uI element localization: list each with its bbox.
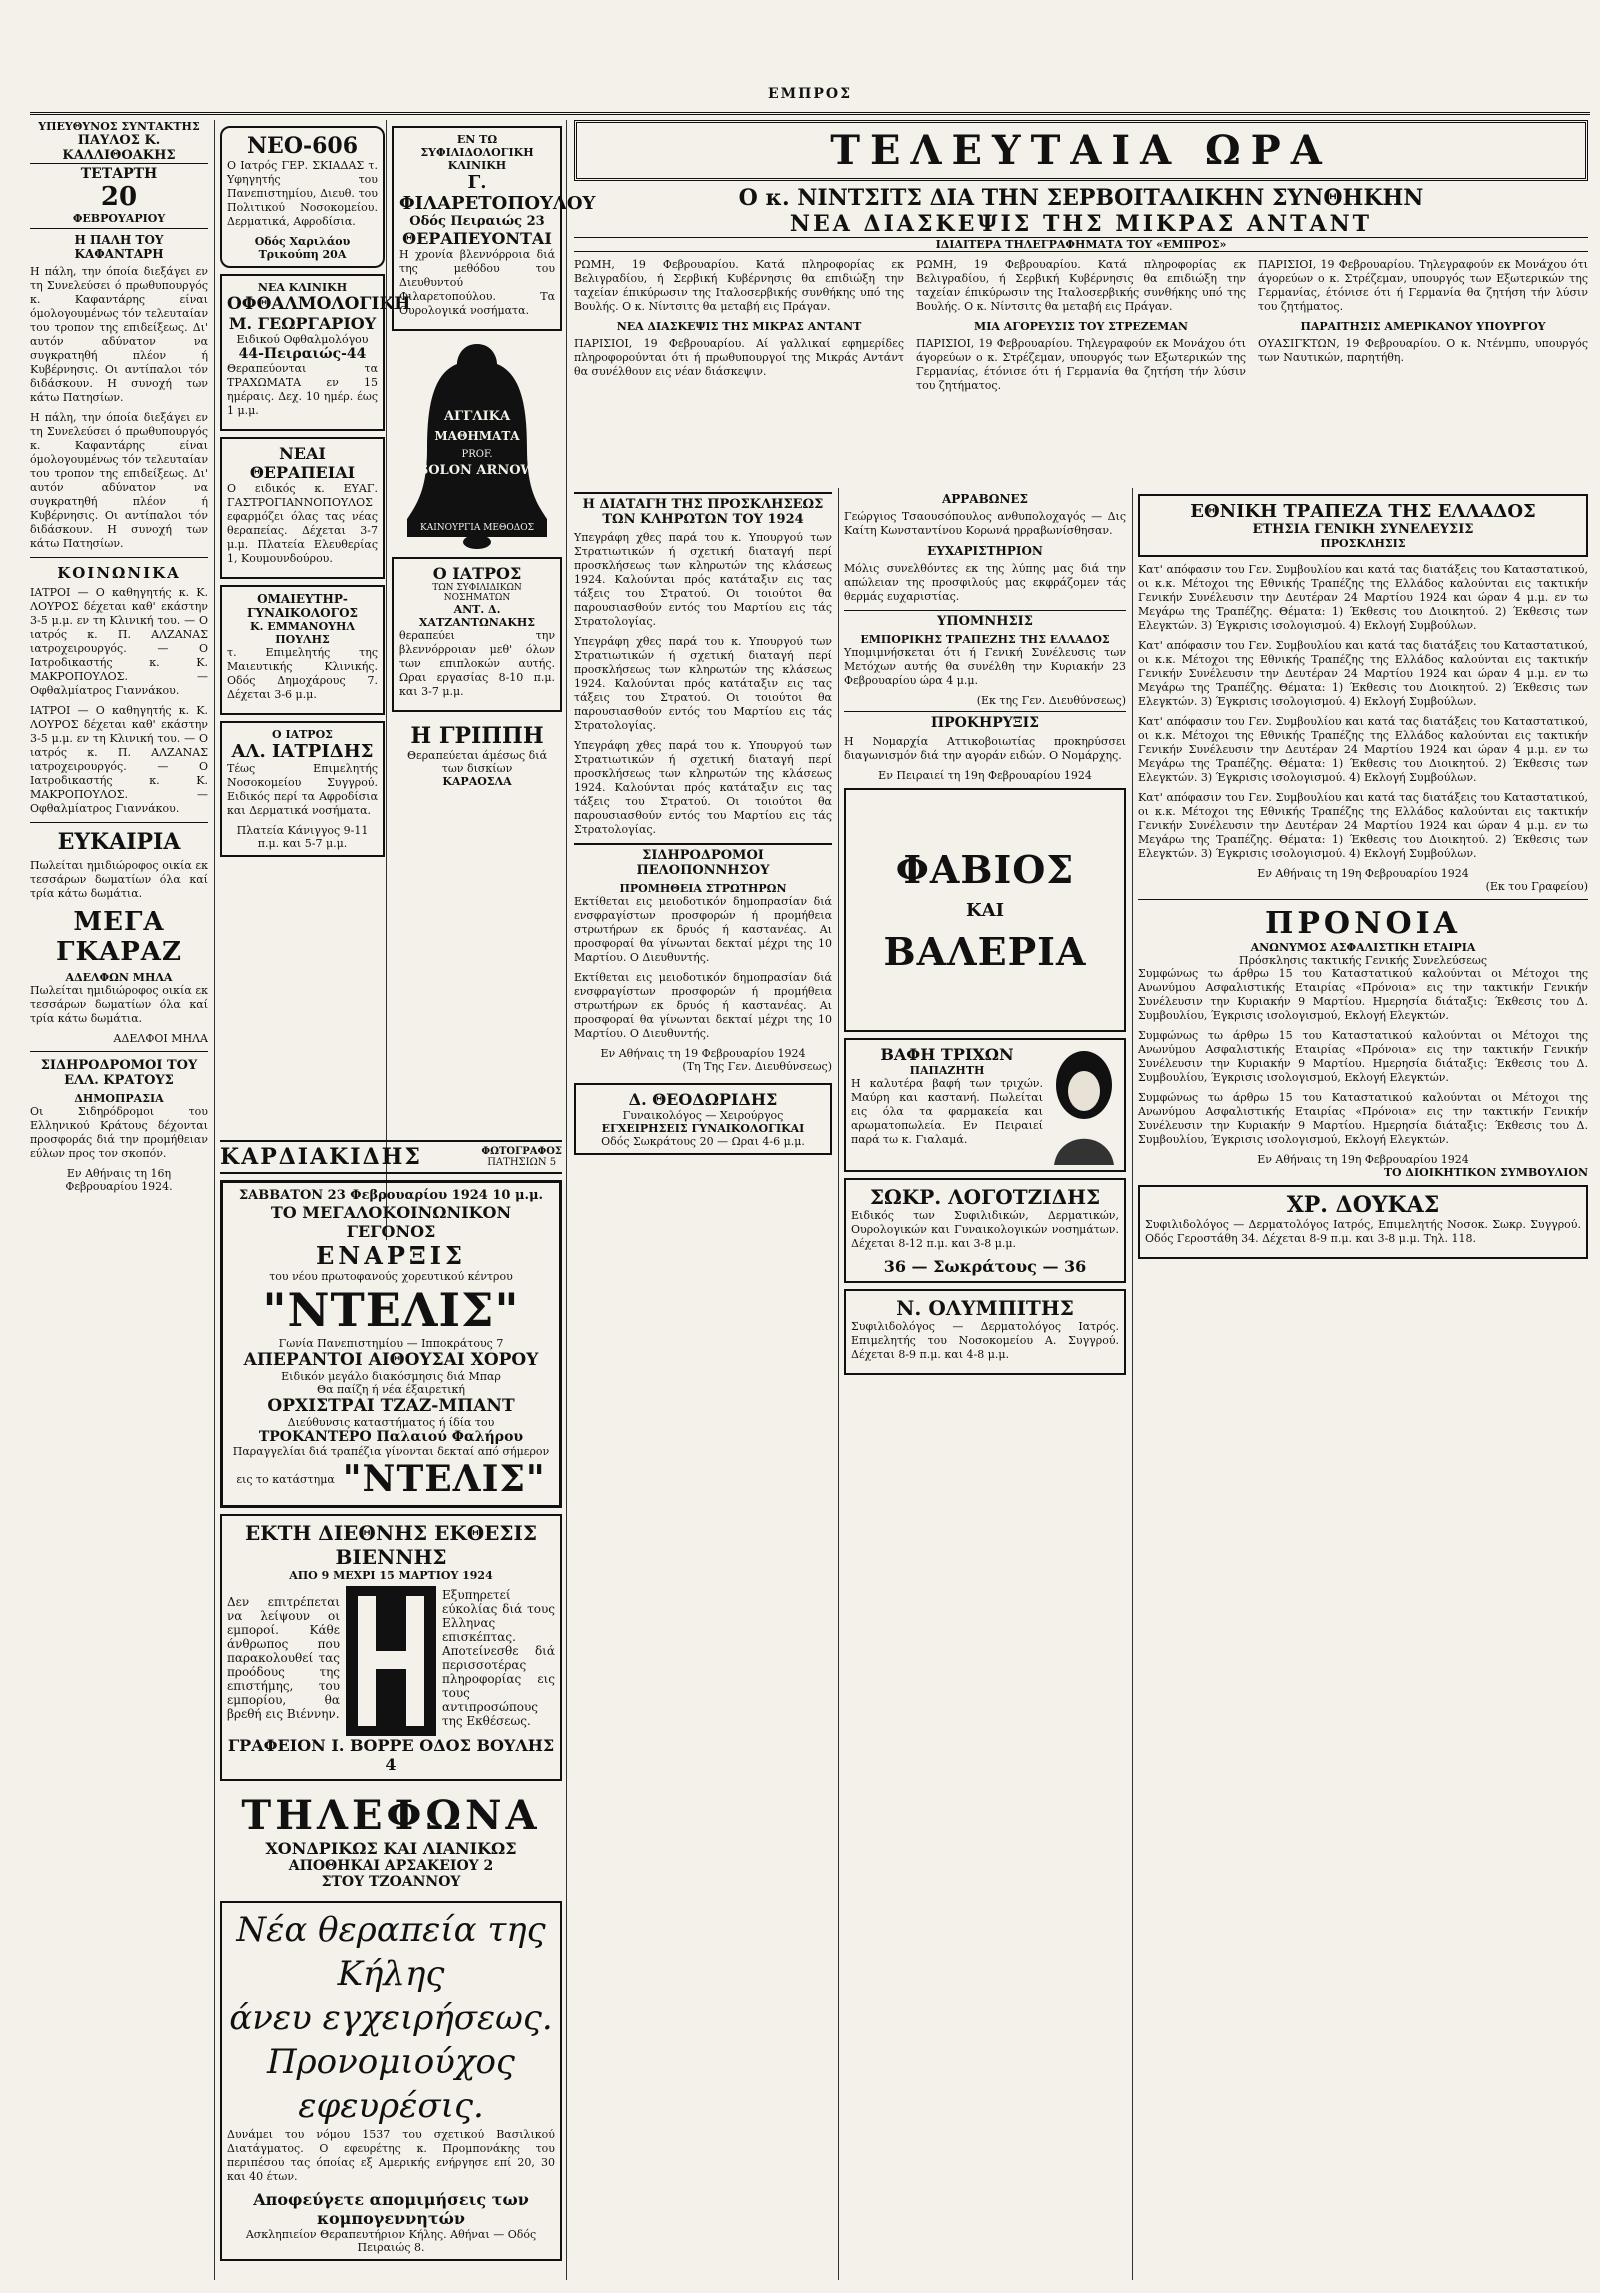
- dance-name-2: "ΝΤΕΛΙΣ": [342, 1458, 546, 1500]
- headline: ΤΕΛΕΥΤΑΙΑ ΩΡΑ: [574, 120, 1588, 181]
- divider: [30, 822, 208, 823]
- dance-opening: ΕΝΑΡΞΙΣ: [316, 1241, 466, 1270]
- garage-sign: ΑΔΕΛΦΟΙ ΜΗΛΑ: [113, 1032, 208, 1045]
- vienna-title: ΕΚΤΗ ΔΙΕΘΝΗΣ ΕΚΘΕΣΙΣ ΒΙΕΝΝΗΣ: [244, 1521, 538, 1569]
- ad-vienna-fair: [220, 1514, 562, 1781]
- ad-gyn-name: Κ. ΕΜΜΑΝΟΥΗΛ ΠΟΥΛΗΣ: [250, 620, 355, 646]
- hair-dye-text-wrap: [851, 1045, 1043, 1165]
- issue-date-number: 20: [100, 182, 138, 212]
- bank-reminder-sign: (Εκ της Γεν. Διευθύνσεως): [976, 694, 1126, 707]
- stresemann-title: ΜΙΑ ΑΓΟΡΕΥΣΙΣ ΤΟΥ ΣΤΡΕΖΕΜΑΝ: [974, 320, 1188, 333]
- decree-text: Η Νομαρχία Αττικοβοιωτίας προκηρύσσει διαγωνισμόν διά την αγοράν ειδών. Ο Νομάρχης.: [844, 735, 1126, 762]
- ad-logotzidis: [844, 1178, 1126, 1283]
- divider: [30, 557, 208, 558]
- cure-line-2: άνευ εγχειρήσεως.: [229, 1998, 553, 2038]
- doc2-name: Δ. ΘΕΟΔΩΡΙΔΗΣ: [628, 1090, 778, 1109]
- ad-flu-text: Θεραπεύεται άμέσως διά των δισκίων: [406, 749, 548, 775]
- ad-neo606-text: Ο Ιατρός ΓΕΡ. ΣΚΙΑΔΑΣ τ. Υφηγητής του Πανεπιστημίου, Διευθ. του Πολιτικού Νοσοκομείου. Δερματικά, Αφροδίσια.: [227, 159, 378, 228]
- social-text-cont: ΙΑΤΡΟΙ — Ο καθηγητής κ. Κ. ΛΟΥΡΟΣ δέχεται καθ' εκάστην 3-5 μ.μ. εν τη Κλινική του. — Ο ιατρός κ. Π. ΑΛΖΑΝΑΣ ιατροχειρουργός. — Ο Ιατροδικαστής κ. Κ. ΜΑΚΡΟΠΟΥΛΟΣ. — Οφθαλμίατρος Γιαννάκου.: [30, 704, 208, 815]
- doc1-name: ΣΩΚΡ. ΛΟΓΟΤΖΙΔΗΣ: [869, 1185, 1101, 1209]
- ad-iatridis-text: Τέως Επιμελητής Νοσοκομείου Συγγρού. Ειδικός περί τα Αφροδίσια και Δερματικά νοσήματα.: [227, 762, 378, 817]
- dance-lighting: Ειδικόν μεγάλο διακόσμησις διά Μπαρ: [281, 1370, 501, 1383]
- doc2-spec: Γυναικολόγος — Χειρούργος: [622, 1109, 784, 1122]
- phone-sub: ΧΟΝΔΡΙΚΩΣ ΚΑΙ ΛΙΑΝΙΚΩΣ: [265, 1839, 517, 1858]
- thanks-title: ΕΥΧΑΡΙΣΤΗΡΙΟΝ: [927, 544, 1043, 558]
- cure-text: Δυνάμει του νόμου 1537 του σχετικού Βασιλικού Διατάγματος. Ο εφευρέτης κ. Προμπονάκης του περιπέσου τας όποίας εξ Αμερικής ενήργησε επί 20, 30 και 40 έτων.: [227, 2128, 555, 2183]
- pronoia-sub2: Πρόσκλησις τακτικής Γενικής Συνελεύσεως: [1238, 954, 1487, 967]
- hair-dye-text: Η καλυτέρα βαφή των τριχών. Μαύρη και καστανή. Πωλείται εις όλα τα φαρμακεία και αρωματοπωλεία. Εν Πειραιεί παρά τω κ. Γιαλαμά.: [851, 1077, 1043, 1146]
- editor-label: ΥΠΕΥΘΥΝΟΣ ΣΥΝΤΑΚΤΗΣ: [38, 120, 200, 133]
- dance-footer: [228, 1458, 554, 1500]
- telegram-col-1: [574, 258, 904, 399]
- pronoia-text-cont-2: Συμφώνως τω άρθρω 15 του Καταστατικού καλούνται οι Μέτοχοι της Ανωνύμου Ασφαλιστικής Εταιρίας «Πρόνοια» εις την τακτικήν Γενικήν Συνέλευσιν την Κυριακήν 9 Μαρτίου. Ημερησία διάταξις: Έκθεσις του Δ. Συμβουλίου, Έγκρισις ισολογισμού, Εκλογή Ελεγκτών.: [1138, 1091, 1588, 1146]
- ad-fil-title: Γ. ΦΙΛΑΡΕΤΟΠΟΥΛΟΥ: [399, 172, 596, 214]
- doc3-name: Ν. ΟΛΥΜΠΙΤΗΣ: [896, 1296, 1074, 1320]
- telegram-col-3: [1258, 258, 1588, 399]
- paper-name: ΕΜΠΡΟΣ: [767, 86, 853, 102]
- dance-date: ΣΑΒΒΑΤΟΝ 23 Φεβρουαρίου 1924 10 μ.μ.: [238, 1188, 544, 1203]
- vienna-left: Δεν επιτρέπεται να λείψουν οι εμποροί. Κάθε άνθρωπος που παρακολουθεί τας προόδους της επιστήμης, του εμπορίου, θα βρεθή εις Βιέννην.: [227, 1595, 340, 1721]
- bank-reminder-text: Υπομιμνήσκεται ότι ή Γενική Συνέλευσις των Μετόχων αυτής θα συνέλθη την Κυριακήν 23 Φεβρουαρίου ώρα 4 μ.μ.: [844, 646, 1126, 687]
- ad-fil-text: Η χρονία βλεννόρροια διά της μεθόδου του Διευθυντού Φιλαρετοπούλου. Τα Ουρολογικά νοσήματα.: [399, 248, 555, 317]
- phone-store: ΑΠΟΘΗΚΑΙ ΑΡΣΑΚΕΙΟΥ 2: [288, 1858, 494, 1874]
- nb-text: Κατ' απόφασιν του Γεν. Συμβουλίου και κατά τας διατάξεις του Καταστατικού, οι κ.κ. Μέτοχοι της Εθνικής Τραπέζης της Ελλάδος καλούνται εις τακτικήν Γενικήν Συνέλευσιν την Δευτέραν 24 Μαρτίου 1924 και ώραν 4 μ.μ. εν τω Μεγάρω της Τραπέζης. Θέματα: 1) Έκθεσις του Διοικητού. 2) Έκθεσις των Ελεγκτών. 3) Έγκρισις ισολογισμού. 4) Εκλογή Συμβούλων.: [1138, 563, 1588, 632]
- ad-flu-title: Η ΓΡΙΠΠΗ: [410, 723, 544, 749]
- decree-date: Εν Πειραιεί τη 19η Φεβρουαρίου 1924: [878, 769, 1092, 782]
- rome-text-cont: ΡΩΜΗ, 19 Φεβρουαρίου. Κατά πληροφορίας εκ Βελιγραδίου, ή Σερβική Κυβέρνησις θα επιδιώξη την ταχείαν έπικύρωσιν της Ιταλοσερβικής συνθήκης υπό της Βουλής. Ο κ. Νίντσιτς θα μεταβή εις Πράγαν.: [916, 258, 1246, 313]
- telegram-label: ΙΔΙΑΙΤΕΡΑ ΤΗΛΕΓΡΑΦΗΜΑΤΑ ΤΟΥ «ΕΜΠΡΟΣ»: [574, 237, 1588, 252]
- dance-event: ΤΟ ΜΕΓΑΛΟΚΟΙΝΩΝΙΚΟΝ ΓΕΓΟΝΟΣ: [270, 1203, 512, 1241]
- garage-subtitle: ΑΔΕΛΦΩΝ ΜΗΛΑ: [65, 971, 173, 984]
- photo-banner: [220, 1140, 562, 1174]
- pronoia-title: ΠΡΟΝΟΙΑ: [1265, 906, 1461, 941]
- ad-new-cures-text: Ο ειδικός κ. ΕΥΑΓ. ΓΑΣΤΡΟΓΙΑΝΝΟΠΟΥΛΟΣ εφαρμόζει όλας τας νέας θεραπείας. Δέχεται 3-7 μ.μ. Πλατεία Ελευθερίας 1, Κουμουνδούρου.: [227, 482, 378, 565]
- dance-orchestra: ΟΡΧΙΣΤΡΑΙ ΤΖΑΖ-ΜΠΑΝΤ: [267, 1396, 515, 1416]
- mini-entente-title: ΝΕΑ ΔΙΑΣΚΕΨΙΣ ΤΗΣ ΜΙΚΡΑΣ ΑΝΤΑΝΤ: [616, 320, 862, 333]
- ad-chatz-title: Ο ΙΑΤΡΟΣ: [432, 564, 522, 583]
- column-rule: [214, 120, 215, 2280]
- bell-name: SOLON ARNOW: [418, 463, 536, 478]
- ad-fil-address: Οδός Πειραιώς 23: [409, 214, 545, 229]
- subheadline-1: Ο κ. ΝΙΝΤΣΙΤΣ ΔΙΑ ΤΗΝ ΣΕΡΒΟΙΤΑΛΙΚΗΝ ΣΥΝΘΗΚΗΝ: [738, 185, 1424, 211]
- column-6: [1138, 488, 1588, 2280]
- ad-hair-dye: [844, 1038, 1126, 1172]
- call-text: Υπεγράφη χθες παρά του κ. Υπουργού των Στρατιωτικών ή σχετική διαταγή περί προσκλήσεως των κληρωτών της κλάσεως 1924. Καλούνται πρός κατάταξιν εις τας τάξεις του Στρατού. Οι τοιούτοι θα παρουσιασθούν εντός του Μαρτίου εις τάς Στρατολογίας.: [574, 531, 832, 628]
- vienna-office: ΓΡΑΦΕΙΟΝ Ι. ΒΟΡΡΕ ΟΔΟΣ ΒΟΥΛΗΣ 4: [227, 1736, 555, 1774]
- ad-eye-text: Θεραπεύονται τα ΤΡΑΧΩΜΑΤΑ εν 15 ημέραις. Δεχ. 10 ημέρ. έως 1 μ.μ.: [227, 362, 378, 417]
- center-ads: [220, 1140, 562, 2280]
- doc1-address: 36 — Σωκράτους — 36: [883, 1257, 1087, 1276]
- article-text-cont: Η πάλη, την όποία διεξάγει εν τη Συνελεύσει ό πρωθυπουργός κ. Καφαντάρης είναι όμολογουμένως τόν τελευταίαν του τροπον της επιδείξεως. Δι' αυτόν αδύνατον να συγκρατηθή πλέον ή Κυβέρνησις. Οι αντίπαλοι τόν διδάσκουν. Η συνοχή των κάτω Πατησίων.: [30, 411, 209, 550]
- rail2-date: Εν Αθήναις τη 19 Φεβρουαρίου 1924: [600, 1047, 806, 1060]
- film-title-1: ΦΑΒΙΟΣ: [895, 846, 1075, 892]
- rail-subtitle: ΔΗΜΟΠΡΑΣΙΑ: [74, 1092, 164, 1105]
- bell-icon: [402, 339, 552, 549]
- ad-neo606-title: ΝΕΟ-606: [246, 133, 359, 159]
- ad-iatridis-address: Πλατεία Κάνιγγος 9-11 π.μ. και 5-7 μ.μ.: [236, 824, 369, 850]
- bell-mid: ΜΑΘΗΜΑΤΑ: [434, 429, 520, 443]
- telegram-col-2: [916, 258, 1246, 399]
- column-5: [844, 488, 1126, 2280]
- editor-name: ΠΑΥΛΟΣ Κ. ΚΑΛΛΙΘΟΑΚΗΣ: [30, 133, 208, 164]
- ad-flu: [392, 718, 562, 793]
- garage-title: ΜΕΓΑ ΓΚΑΡΑΖ: [56, 907, 182, 967]
- column-1: [30, 120, 208, 2280]
- nb-sub2: ΠΡΟΣΚΛΗΣΙΣ: [1320, 537, 1406, 550]
- ad-iatridis-name: ΑΛ. ΙΑΤΡΙΔΗΣ: [231, 741, 374, 762]
- film-title-2: ΚΑΙ: [965, 899, 1005, 921]
- ad-gynecologist: [220, 585, 385, 715]
- cure-line-3: Προνομιούχος εφευρέσις.: [267, 2042, 515, 2126]
- photo-label: ΦΩΤΟΓΡΑΦΟΣ: [481, 1146, 562, 1157]
- doc2-sub: ΕΓΧΕΙΡΗΣΕΙΣ ΓΥΝΑΙΚΟΛΟΓΙΚΑΙ: [601, 1122, 805, 1135]
- ad-neo606-address: Οδός Χαριλάου Τρικούπη 20Α: [254, 235, 351, 261]
- column-4: [574, 488, 832, 2280]
- bank-reminder-sub: ΕΜΠΟΡΙΚΗΣ ΤΡΑΠΕΖΗΣ ΤΗΣ ΕΛΛΑΔΟΣ: [860, 633, 1110, 646]
- dance-tables: Παραγγελίαι διά τραπέζια γίνονται δεκταί από σήμερον: [232, 1445, 550, 1458]
- ad-gyn-title: ΟΜΑΙΕΥΤΗΡ-ΓΥΝΑΙΚΟΛΟΓΟΣ: [246, 592, 359, 620]
- doc1-text: Ειδικός των Συφιλιδικών, Δερματικών, Ουρολογικών και Γυναικολογικών νοσημάτων. Δέχεται 8-12 π.μ. και 3-8 μ.μ.: [851, 1209, 1119, 1250]
- dance-name: "ΝΤΕΛΙΣ": [262, 1283, 520, 1337]
- photo-label-wrap: [481, 1146, 562, 1168]
- nb-sub: ΕΤΗΣΙΑ ΓΕΝΙΚΗ ΣΥΝΕΛΕΥΣΙΣ: [1252, 522, 1474, 537]
- rail2-title: ΣΙΔΗΡΟΔΡΟΜΟΙ ΠΕΛΟΠΟΝΝΗΣΟΥ: [574, 843, 832, 878]
- ad-chatz-name: ΑΝΤ. Δ. ΧΑΤΖΑΝΤΩΝΑΚΗΣ: [418, 603, 536, 629]
- cure-address: Ασκληπιείον Θεραπευτήριον Κήλης. Αθήναι — Οδός Πειραιώς 8.: [245, 2228, 537, 2254]
- hair-dye-title: ΒΑΦΗ ΤΡΙΧΩΝ: [880, 1045, 1014, 1064]
- national-bank-notice: [1138, 494, 1588, 557]
- rail2-sub: ΠΡΟΜΗΘΕΙΑ ΣΤΡΩΤΗΡΩΝ: [619, 882, 787, 895]
- pronoia-sign: ΤΟ ΔΙΟΙΚΗΤΙΚΟΝ ΣΥΜΒΟΥΛΙΟΝ: [1383, 1166, 1588, 1179]
- subheadline-2: ΝΕΑ ΔΙΑΣΚΕΨΙΣ ΤΗΣ ΜΙΚΡΑΣ ΑΝΤΑΝΤ: [789, 211, 1373, 237]
- hair-dye-body: [851, 1045, 1119, 1165]
- issue-day: ΤΕΤΑΡΤΗ: [80, 166, 158, 182]
- rail-title: ΣΙΔΗΡΟΔΡΟΜΟΙ ΤΟΥ ΕΛΛ. ΚΡΑΤΟΥΣ: [40, 1058, 198, 1088]
- divider: [1138, 899, 1588, 900]
- dance-of: του νέου πρωτοφανούς χορευτικού κέντρου: [269, 1270, 513, 1283]
- bell-prof: PROF.: [461, 449, 493, 460]
- vienna-dates: ΑΠΟ 9 ΜΕΧΡΙ 15 ΜΑΡΤΙΟΥ 1924: [289, 1569, 493, 1582]
- section-social: ΚΟΙΝΩΝΙΚΑ: [57, 564, 181, 582]
- nb-text-cont-2: Κατ' απόφασιν του Γεν. Συμβουλίου και κατά τας διατάξεις του Καταστατικού, οι κ.κ. Μέτοχοι της Εθνικής Τραπέζης της Ελλάδος καλούνται εις τακτικήν Γενικήν Συνέλευσιν την Δευτέραν 24 Μαρτίου 1924 και ώραν 4 μ.μ. εν τω Μεγάρω της Τραπέζης. Θέματα: 1) Έκθεσις του Διοικητού. 2) Έκθεσις των Ελεγκτών. 3) Έγκρισις ισολογισμού. 4) Εκλογή Συμβούλων.: [1138, 715, 1588, 784]
- ad-eye-title: ΟΦΘΑΛΜΟΛΟΓΙΚΗ: [227, 294, 411, 314]
- column-rule: [838, 488, 839, 2280]
- column-rule: [1132, 488, 1133, 2280]
- dance-halls: ΑΠΕΡΑΝΤΟΙ ΑΙΘΟΥΣΑΙ ΧΟΡΟΥ: [243, 1350, 539, 1370]
- nb-date: Εν Αθήναις τη 19η Φεβρουαρίου 1924: [1257, 867, 1469, 880]
- ad-neo606: [220, 126, 385, 268]
- english-lessons-bell: [402, 339, 552, 549]
- section-deals: ΕΥΚΑΙΡΙΑ: [57, 829, 181, 855]
- vienna-body: [227, 1586, 555, 1736]
- last-hour-section: [574, 120, 1588, 480]
- ad-doukas: [1138, 1185, 1588, 1259]
- bell-top: ΑΓΓΛΙΚΑ: [443, 409, 511, 424]
- ad-eye-spec: Ειδικού Οφθαλμολόγου: [236, 333, 369, 346]
- vienna-right: Εξυπηρετεί εύκολίας διά τους Ελληνας επισκέπτας. Αποτείνεσθε διά περισσοτέρας πληροφορίας εις τους αντιπροσώπους της Εκθέσεως.: [442, 1588, 555, 1728]
- social-text: ΙΑΤΡΟΙ — Ο καθηγητής κ. Κ. ΛΟΥΡΟΣ δέχεται καθ' εκάστην 3-5 μ.μ. εν τη Κλινική του. — Ο ιατρός κ. Π. ΑΛΖΑΝΑΣ ιατροχειρουργός. — Ο Ιατροδικαστής κ. Κ. ΜΑΚΡΟΠΟΥΛΟΣ. — Οφθαλμίατρος Γιαννάκου.: [30, 586, 208, 697]
- rail-text: Οι Σιδηρόδρομοι του Ελληνικού Κράτους δέχονται προσφοράς διά την προμήθειαν εύλων προς τον σκοπόν.: [30, 1105, 208, 1160]
- dance-orch-pre: Θα παίζη ή νέα έξαιρετική: [317, 1383, 465, 1396]
- film-title-3: ΒΑΛΕΡΙΑ: [883, 928, 1087, 974]
- telegram-columns: [574, 258, 1588, 399]
- divider: [30, 1051, 208, 1052]
- call-title: Η ΔΙΑΤΑΓΗ ΤΗΣ ΠΡΟΣΚΛΗΣΕΩΣ ΤΩΝ ΚΛΗΡΩΤΩΝ ΤΟΥ 1924: [574, 492, 832, 527]
- dance-corner: Γωνία Πανεπιστημίου — Ιπποκράτους 7: [278, 1337, 504, 1350]
- ad-delis-dance: [220, 1180, 562, 1508]
- doukas-text: Συφιλιδολόγος — Δερματολόγος Ιατρός, Επιμελητής Νοσοκ. Σωκρ. Συγγρού. Οδός Γεροστάθη 34. Δέχεται 8-9 π.μ. και 3-8 μ.μ. Τηλ. 118.: [1145, 1218, 1581, 1245]
- dance-trocadero: ΤΡΟΚΑΝΤΕΡΟ Παλαιού Φαλήρου: [258, 1429, 524, 1445]
- rail2-text-cont: Εκτίθεται εις μειοδοτικόν δημοπρασίαν διά ενσφραγίστων προσφορών ή προμήθεια στρωτήρων εκ δρυός ή καστανέας. Αι προσφοραί θα γίνωνται δεκταί μέχρι της 10 Μαρτίου. Ο Διευθυντής.: [574, 971, 832, 1040]
- article-title: Η ΠΑΛΗ ΤΟΥ ΚΑΦΑΝΤΑΡΗ: [74, 233, 164, 261]
- mini-entente-text: ΠΑΡΙΣΙΟΙ, 19 Φεβρουαρίου. Αί γαλλικαί εφημερίδες πληροφορούνται ότι ή πρωθυπουργοί της Μικράς Αντάντ θα συνέλθουν εις νέαν διάσκεψιν.: [574, 337, 904, 378]
- ad-iatridis-title: Ο ΙΑΤΡΟΣ: [272, 728, 333, 741]
- cure-line-1: Νέα θεραπεία της Κήλης: [236, 1910, 546, 1994]
- ad-telephones: [220, 1787, 562, 1895]
- ad-theodoridis: [574, 1083, 832, 1155]
- ad-gyn-text: τ. Επιμελητής της Μαιευτικής Κλινικής. Οδός Δημοχάρους 7. Δέχεται 3-6 μ.μ.: [227, 646, 378, 701]
- bank-reminder-title: ΥΠΟΜΝΗΣΙΣ: [844, 610, 1126, 629]
- rome-text: ΡΩΜΗ, 19 Φεβρουαρίου. Κατά πληροφορίας εκ Βελιγραδίου, ή Σερβική Κυβέρνησις θα επιδιώξη την ταχείαν έπικύρωσιν της Ιταλοσερβικής συνθήκης υπό της Βουλής. Ο κ. Νίντσιτς θα μεταβή εις Πράγαν.: [574, 258, 904, 313]
- article-text: Η πάλη, την όποία διεξάγει εν τη Συνελεύσει ό πρωθυπουργός κ. Καφαντάρης είναι όμολογουμένως τόν τελευταίαν του τροπον της επιδείξεως. Δι' αυτόν αδύνατον να συγκρατηθή πλέον ή Κυβέρνησις. Οι αντίπαλοι τόν διδάσκουν. Η συνοχή των κάτω Πατησίων.: [30, 265, 209, 404]
- ad-eye-name: Μ. ΓΕΩΡΓΑΡΙΟΥ: [228, 314, 377, 333]
- issue-month: ΦΕΒΡΟΥΑΡΙΟΥ: [30, 212, 208, 229]
- engagement-title: ΑΡΡΑΒΩΝΕΣ: [941, 492, 1029, 506]
- resignation-title: ΠΑΡΑΙΤΗΣΙΣ ΑΜΕΡΙΚΑΝΟΥ ΥΠΟΥΡΓΟΥ: [1300, 320, 1546, 333]
- garage-text: Πωλείται ημιδιώροφος οικία εκ τεσσάρων δωματίων όλα καί τρία κάτω δωμάτια.: [30, 984, 208, 1025]
- paris-text: ΠΑΡΙΣΙΟΙ, 19 Φεβρουαρίου. Τηλεγραφούν εκ Μονάχου ότι άγορεύων ο κ. Στρέζεμαν, υπουργός των Εξωτερικών της Γερμανίας, έτόνισε ότι ή Γερμανία θα ζητήση τήν λύσιν του ζητήματος.: [916, 337, 1246, 392]
- thanks-text: Μόλις συνελθόντες εκ της λύπης μας διά την απώλειαν της προσφιλούς μας εκφράζομεν τάς θερμάς ευχαριστίας.: [844, 562, 1126, 603]
- call-text-cont-2: Υπεγράφη χθες παρά του κ. Υπουργού των Στρατιωτικών ή σχετική διαταγή περί προσκλήσεως των κληρωτών της κλάσεως 1924. Καλούνται πρός κατάταξιν εις τας τάξεις του Στρατού. Οι τοιούτοι θα παρουσιασθούν εντός του Μαρτίου εις τάς Στρατολογίας.: [574, 739, 832, 836]
- ad-chatz-text: θεραπεύει την βλεννόρροιαν μεθ' όλων των επιπλοκών αυτής. Ωραι εργασίας 8-10 π.μ. και 3-7 μ.μ.: [399, 629, 555, 698]
- rail-date: Εν Αθήναις τη 16η Φεβρουαρίου 1924.: [65, 1167, 173, 1193]
- ad-flu-brand: ΚΑΡΑΟΣΛΑ: [442, 775, 512, 788]
- nb-text-cont: Κατ' απόφασιν του Γεν. Συμβουλίου και κατά τας διατάξεις του Καταστατικού, οι κ.κ. Μέτοχοι της Εθνικής Τραπέζης της Ελλάδος καλούνται εις τακτικήν Γενικήν Συνέλευσιν την Δευτέραν 24 Μαρτίου 1924 και ώραν 4 μ.μ. εν τω Μεγάρω της Τραπέζης. Θέματα: 1) Έκθεσις του Διοικητού. 2) Έκθεσις των Ελεγκτών. 3) Έγκρισις ισολογισμού. 4) Εκλογή Συμβούλων.: [1138, 639, 1588, 708]
- doc3-text: Συφιλιδολόγος — Δερματολόγος Ιατρός. Επιμελητής του Νοσοκομείου Α. Συγγρού. Δέχεται 8-9 π.μ. και 4-8 μ.μ.: [851, 1320, 1119, 1361]
- pronoia-sub: ΑΝΩΝΥΜΟΣ ΑΣΦΑΛΙΣΤΙΚΗ ΕΤΑΙΡΙΑ: [1250, 941, 1476, 954]
- dance-management: Διεύθυνσις καταστήματος ή ίδία του: [287, 1416, 495, 1429]
- ad-eye-label: ΝΕΑ ΚΛΙΝΙΚΗ: [257, 281, 348, 294]
- column-3: [392, 120, 596, 1240]
- woman-portrait-icon: [1049, 1045, 1119, 1165]
- ad-eye-clinic: [220, 274, 411, 431]
- photo-name: ΚΑΡΔΙΑΚΙΔΗΣ: [220, 1144, 422, 1170]
- washington-text: ΟΥΑΣΙΓΚΤΩΝ, 19 Φεβρουαρίου. Ο κ. Ντένμπυ, υπουργός των Ναυτικών, παρητήθη.: [1258, 337, 1588, 364]
- nb-sign: (Εκ του Γραφείου): [1485, 880, 1588, 893]
- pronoia-text-cont: Συμφώνως τω άρθρω 15 του Καταστατικού καλούνται οι Μέτοχοι της Ανωνύμου Ασφαλιστικής Εταιρίας «Πρόνοια» εις την τακτικήν Γενικήν Συνέλευσιν την Κυριακήν 9 Μαρτίου. Ημερησία διάταξις: Έκθεσις του Δ. Συμβουλίου, Έγκρισις ισολογισμού, Εκλογή Ελεγκτών.: [1138, 1029, 1588, 1084]
- doukas-name: ΧΡ. ΔΟΥΚΑΣ: [1286, 1192, 1440, 1218]
- ad-fil-cure: ΘΕΡΑΠΕΥΟΝΤΑΙ: [402, 229, 552, 248]
- ad-eye-address: 44-Πειραιώς-44: [238, 346, 367, 362]
- rail2-text: Εκτίθεται εις μειοδοτικόν δημοπρασίαν διά ενσφραγίστων προσφορών ή προμήθεια στρωτήρων εκ δρυός ή καστανέας. Αι προσφοραί θα γίνωνται δεκταί μέχρι της 10 Μαρτίου. Ο Διευθυντής.: [574, 895, 832, 964]
- call-text-cont: Υπεγράφη χθες παρά του κ. Υπουργού των Στρατιωτικών ή σχετική διαταγή περί προσκλήσεως των κληρωτών της κλάσεως 1924. Καλούνται πρός κατάταξιν εις τας τάξεις του Στρατού. Οι τοιούτοι θα παρουσιασθούν εντός του Μαρτίου εις τάς Στρατολογίας.: [574, 635, 832, 732]
- phone-at: ΣΤΟΥ ΤΖΟΑΝΝΟΥ: [321, 1874, 461, 1890]
- bell-bottom: ΚΑΙΝΟΥΡΓΙΑ ΜΕΘΟΔΟΣ: [420, 523, 534, 533]
- nb-text-cont-3: Κατ' απόφασιν του Γεν. Συμβουλίου και κατά τας διατάξεις του Καταστατικού, οι κ.κ. Μέτοχοι της Εθνικής Τραπέζης της Ελλάδος καλούνται εις τακτικήν Γενικήν Συνέλευσιν την Δευτέραν 24 Μαρτίου 1924 και ώραν 4 μ.μ. εν τω Μεγάρω της Τραπέζης. Θέματα: 1) Έκθεσις του Διοικητού. 2) Έκθεσις των Ελεγκτών. 3) Έγκρισις ισολογισμού. 4) Εκλογή Συμβούλων.: [1138, 791, 1588, 860]
- cure-bottom: Αποφεύγετε απομιμήσεις των κομπογεννητών: [253, 2190, 529, 2228]
- newspaper-page: [30, 110, 1590, 2280]
- pronoia-date: Εν Αθήναις τη 19η Φεβρουαρίου 1924: [1257, 1153, 1469, 1166]
- ad-fil-top: ΕΝ ΤΩ ΣΥΦΙΛΙΔΟΛΟΓΙΚΗ ΚΛΙΝΙΚΗ: [420, 133, 534, 172]
- ad-hernia-cure: [220, 1901, 562, 2261]
- column-rule: [386, 120, 387, 1240]
- deals-text: Πωλείται ημιδιώροφος οικία εκ τεσσάρων δωματίων όλα καί τρία κάτω δωμάτια.: [30, 859, 208, 900]
- nb-title: ΕΘΝΙΚΗ ΤΡΑΠΕΖΑ ΤΗΣ ΕΛΛΑΔΟΣ: [1190, 501, 1536, 522]
- ad-olympitis: [844, 1289, 1126, 1375]
- decree-title: ΠΡΟΚΗΡΥΞΙΣ: [844, 711, 1126, 731]
- hair-dye-sub: ΠΑΠΑΖΗΤΗ: [909, 1064, 985, 1077]
- ad-iatridis: [220, 721, 385, 857]
- pronoia-text: Συμφώνως τω άρθρω 15 του Καταστατικού καλούνται οι Μέτοχοι της Ανωνύμου Ασφαλιστικής Εταιρίας «Πρόνοια» εις την τακτικήν Γενικήν Συνέλευσιν την Κυριακήν 9 Μαρτίου. Ημερησία διάταξις: Έκθεσις του Δ. Συμβουλίου, Έγκρισις ισολογισμού, Εκλογή Ελεγκτών.: [1138, 967, 1588, 1022]
- ad-new-cures: [220, 437, 385, 579]
- doc2-address: Οδός Σωκράτους 20 — Ωραι 4-6 μ.μ.: [601, 1135, 805, 1148]
- dance-at: εις το κατάστημα: [236, 1472, 335, 1486]
- photo-address: ΠΑΤΗΣΙΩΝ 5: [487, 1157, 557, 1168]
- vienna-logo-icon: [346, 1586, 436, 1736]
- ad-film: [844, 788, 1126, 1032]
- ad-new-cures-title: ΝΕΑΙ ΘΕΡΑΠΕΙΑΙ: [249, 444, 356, 482]
- phone-title: ΤΗΛΕΦΩΝΑ: [241, 1792, 541, 1839]
- ad-chatzantonakis: [392, 557, 562, 712]
- ad-filaretopoulos: [392, 126, 596, 331]
- ad-chatz-sub: ΤΩΝ ΣΥΦΙΛΙΔΙΚΩΝ ΝΟΣΗΜΑΤΩΝ: [432, 583, 522, 603]
- column-rule: [566, 120, 567, 2280]
- engagement-text: Γεώργιος Τσαουσόπουλος ανθυπολοχαγός — Δις Καίτη Κωνσταντίνου Κορωνά ηρραβωνίσθησαν.: [844, 510, 1126, 537]
- paris-text-cont: ΠΑΡΙΣΙΟΙ, 19 Φεβρουαρίου. Τηλεγραφούν εκ Μονάχου ότι άγορεύων ο κ. Στρέζεμαν, υπουργός των Εξωτερικών της Γερμανίας, έτόνισε ότι ή Γερμανία θα ζητήση τήν λύσιν του ζητήματος.: [1258, 258, 1588, 313]
- rail2-sign: (Τη Της Γεν. Διευθύνσεως): [682, 1060, 832, 1073]
